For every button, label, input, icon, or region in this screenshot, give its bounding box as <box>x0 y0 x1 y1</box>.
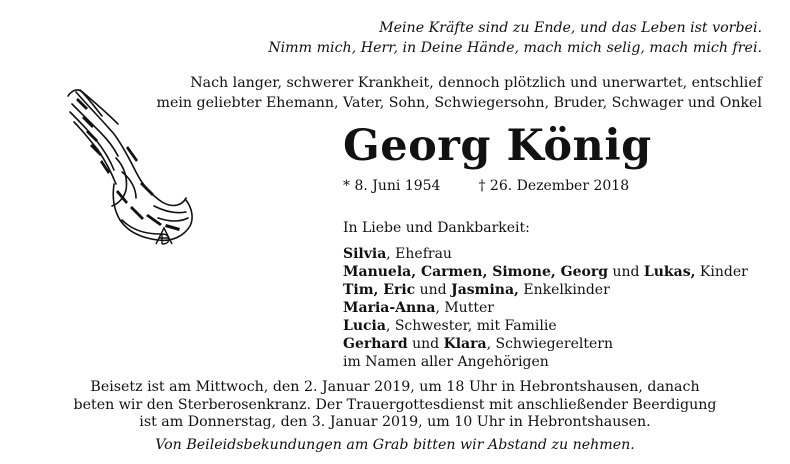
funeral-line-3: ist am Donnerstag, den 3. Januar 2019, um 10 Uhr in Hebrontshausen. <box>139 414 651 430</box>
mourner-row: Gerhard und Klara, Schwiegereltern <box>343 336 613 352</box>
mourner-row: Silvia, Ehefrau <box>343 246 452 262</box>
mourner-row: Manuela, Carmen, Simone, Georg und Lukas, Kinder <box>343 264 748 280</box>
funeral-line-2: beten wir den Sterberosenkranz. Der Trauergottesdienst mit anschließender Beerdigung <box>73 396 717 413</box>
funeral-info <box>0 379 790 432</box>
mourner-row: Lucia, Schwester, mit Familie <box>343 318 557 334</box>
verse-line-1: Meine Kräfte sind zu Ende, und das Leben ist vorbei. <box>379 20 762 36</box>
birth-date: * 8. Juni 1954 <box>343 178 441 194</box>
deceased-name: Georg König <box>343 121 652 171</box>
monogram-icon <box>156 228 172 244</box>
mourner-row: Tim, Eric und Jasmina, Enkelkinder <box>343 282 610 298</box>
mourners-list <box>343 245 748 371</box>
condolence-note: Von Beileidsbekundungen am Grab bitten wir Abstand zu nehmen. <box>155 437 635 453</box>
mourner-row: Maria-Anna, Mutter <box>343 300 494 316</box>
life-dates <box>343 177 629 195</box>
death-date: † 26. Dezember 2018 <box>478 178 630 194</box>
funeral-line-1: Beisetz ist am Mittwoch, den 2. Januar 2019, um 18 Uhr in Hebrontshausen, danach <box>90 379 700 395</box>
intro-line-2: mein geliebter Ehemann, Vater, Sohn, Schwiegersohn, Bruder, Schwager und Onkel <box>156 95 762 111</box>
intro-text <box>150 73 762 113</box>
praying-hands-icon <box>58 86 198 251</box>
intro-line-1: Nach langer, schwerer Krankheit, dennoch plötzlich und unerwartet, entschlief <box>190 75 762 91</box>
verse <box>268 18 762 58</box>
verse-line-2: Nimm mich, Herr, in Deine Hände, mach mich selig, mach mich frei. <box>268 40 762 56</box>
mourner-row: im Namen aller Angehörigen <box>343 354 549 370</box>
thanks-line: In Liebe und Dankbarkeit: <box>343 220 530 236</box>
